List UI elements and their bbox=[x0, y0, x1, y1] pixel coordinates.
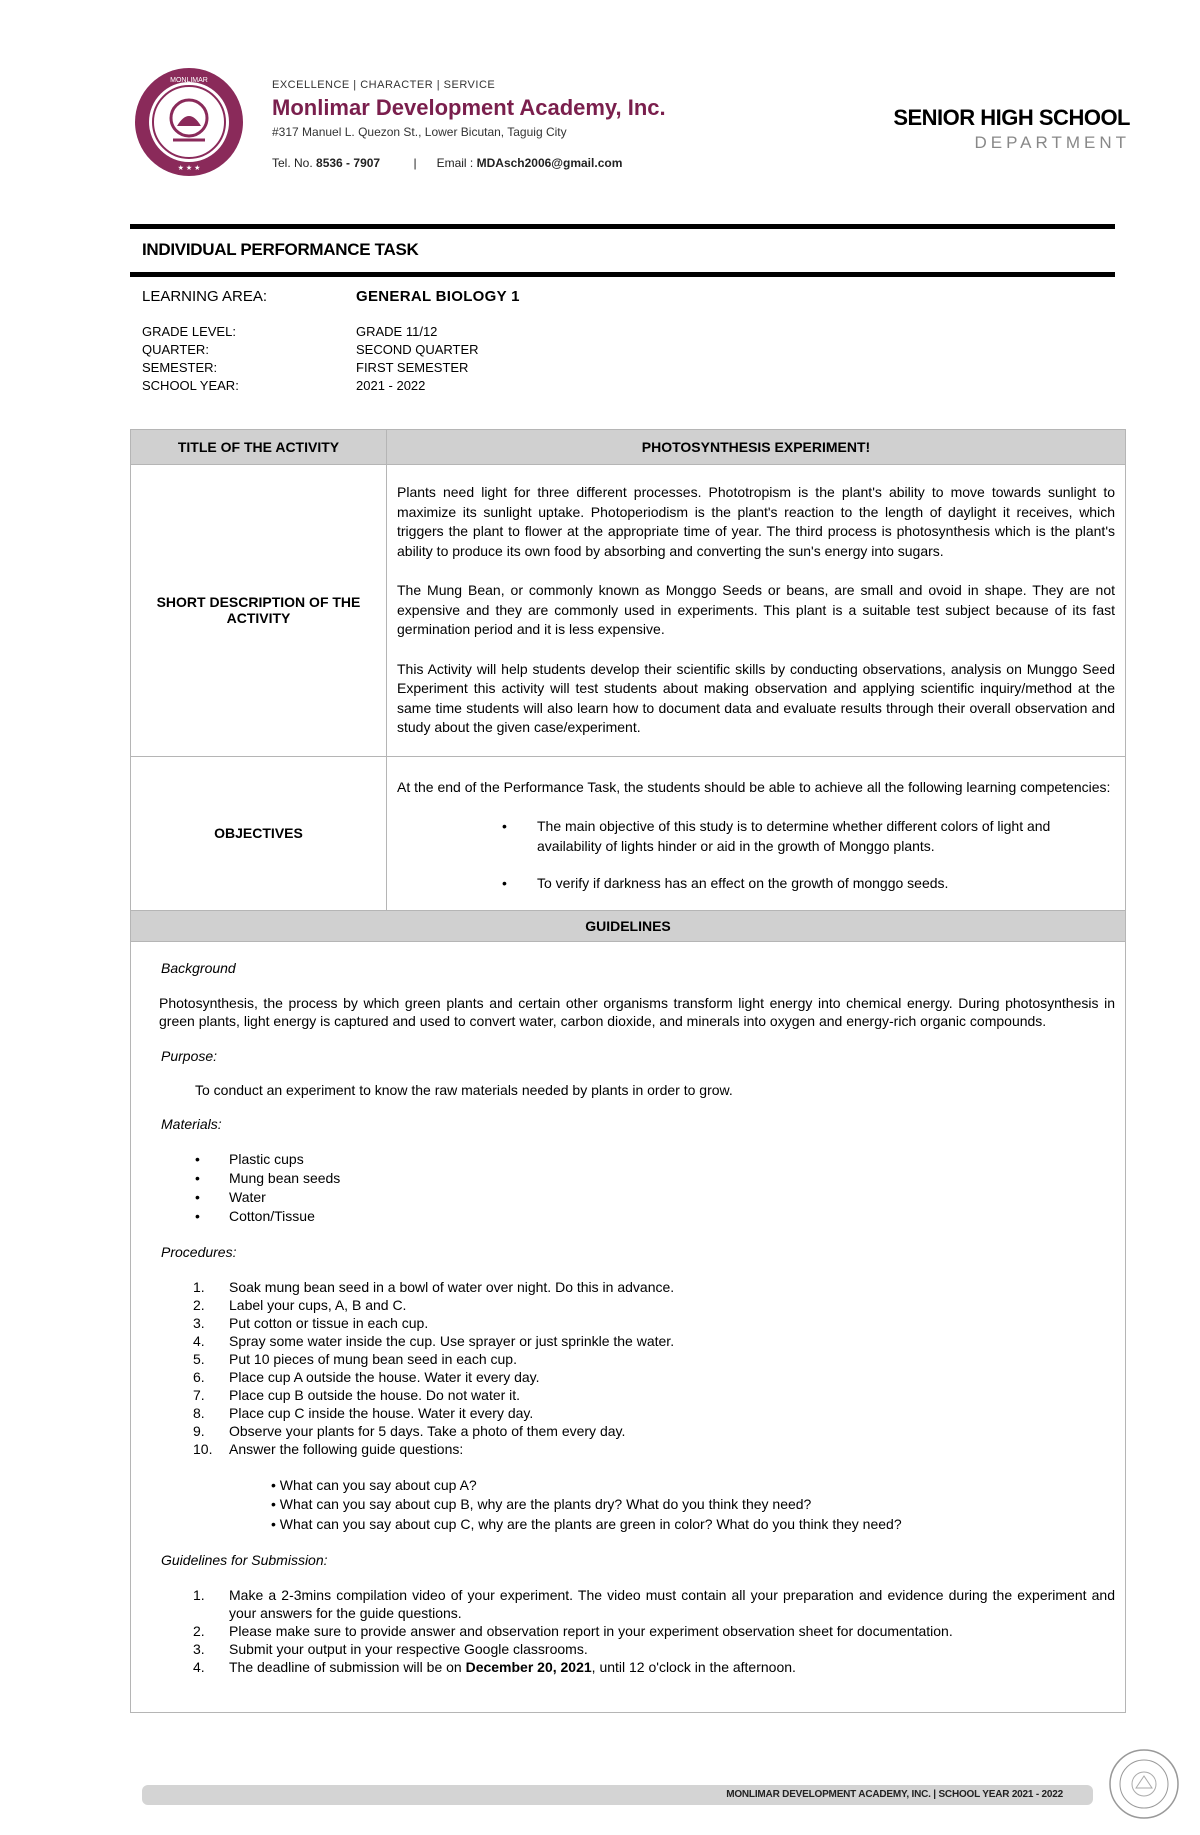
objectives-label: OBJECTIVES bbox=[131, 757, 387, 910]
school-name: Monlimar Development Academy, Inc. bbox=[272, 95, 666, 120]
footer-text: MONLIMAR DEVELOPMENT ACADEMY, INC. | SCHOOL YEAR 2021 - 2022 bbox=[726, 1789, 1063, 1800]
procedure-item: 1. Soak mung bean seed in a bowl of water over night. Do this in advance. bbox=[193, 1278, 675, 1295]
submission-item: 2. Please make sure to provide answer and observation report in your experiment observation sheet for documentation. bbox=[193, 1623, 953, 1639]
svg-text:★ ★ ★: ★ ★ ★ bbox=[177, 165, 201, 172]
guide-question: • What can you say about cup C, why are the plants are green in color? What do you think they need? bbox=[271, 1515, 1115, 1535]
tel-label: Tel. No. bbox=[272, 156, 313, 170]
procedure-item: 4. Spray some water inside the cup. Use sprayer or just sprinkle the water. bbox=[193, 1332, 675, 1349]
title-label: TITLE OF THE ACTIVITY bbox=[131, 430, 387, 464]
procedure-item: 9. Observe your plants for 5 days. Take a photo of them every day. bbox=[193, 1422, 626, 1439]
svg-text:MONLIMAR: MONLIMAR bbox=[170, 77, 208, 84]
title-row bbox=[131, 430, 1125, 465]
procedures-list bbox=[159, 1278, 1115, 1458]
procedure-item: 3. Put cotton or tissue in each cup. bbox=[193, 1314, 429, 1331]
objective-item: • To verify if darkness has an effect on the growth of monggo seeds. bbox=[537, 874, 1115, 894]
material-item: • Plastic cups bbox=[159, 1150, 1115, 1169]
description-paragraph: The Mung Bean, or commonly known as Monggo Seeds or beans, are small and ovoid in shape. They are not expensive and they are commonly used in experiments. This plant is a suitable test subject because of its fast germination period and it is less expensive. bbox=[397, 582, 1115, 637]
material-item: • Mung bean seeds bbox=[159, 1169, 1115, 1188]
submission-list bbox=[159, 1586, 1115, 1676]
description-label: SHORT DESCRIPTION OF THE ACTIVITY bbox=[131, 465, 387, 756]
school-seal-logo bbox=[133, 66, 245, 178]
objectives-row bbox=[131, 757, 1125, 911]
footer-bar bbox=[142, 1785, 1093, 1805]
submission-label: Guidelines for Submission: bbox=[161, 1552, 328, 1568]
procedure-item: 2. Label your cups, A, B and C. bbox=[193, 1296, 407, 1313]
office-stamp-icon bbox=[1108, 1748, 1180, 1820]
grade-value: GRADE 11/12 bbox=[356, 324, 438, 339]
guide-question: • What can you say about cup B, why are the plants dry? What do you think they need? bbox=[271, 1495, 1115, 1515]
materials-list bbox=[159, 1150, 1115, 1226]
department-sub: DEPARTMENT bbox=[974, 133, 1130, 152]
description-paragraph: This Activity will help students develop their scientific skills by conducting observations, analysis on Munggo Seed Experiment this activity will test students about making observation and applying scientific inquiry/method at the same time students will also learn how to document data and evaluate results through their overall observation and study about the given case/experiment. bbox=[397, 660, 1115, 735]
procedure-item: 10. Answer the following guide questions: bbox=[193, 1440, 464, 1457]
objectives-body bbox=[387, 757, 1125, 910]
department-main: SENIOR HIGH SCHOOL bbox=[893, 105, 1130, 130]
quarter-label: QUARTER: bbox=[142, 342, 209, 357]
description-row bbox=[131, 465, 1125, 757]
procedure-item: 5. Put 10 pieces of mung bean seed in each cup. bbox=[193, 1350, 517, 1367]
guidelines-body bbox=[131, 942, 1125, 1713]
procedure-item: 8. Place cup C inside the house. Water it every day. bbox=[193, 1404, 534, 1421]
title-rule bbox=[130, 272, 1115, 277]
submission-item: 1. Make a 2-3mins compilation video of your experiment. The video must contain all your preparation and evidence during the experiment and your answers for the guide questions. bbox=[193, 1587, 1115, 1621]
school-contact bbox=[272, 156, 622, 170]
procedure-item: 7. Place cup B outside the house. Do not water it. bbox=[193, 1386, 521, 1403]
department-label bbox=[893, 105, 1130, 153]
school-year-value: 2021 - 2022 bbox=[356, 378, 426, 393]
activity-sheet bbox=[130, 429, 1126, 1713]
email-address: MDAsch2006@gmail.com bbox=[476, 156, 623, 170]
objectives-list bbox=[397, 817, 1115, 894]
learning-area-label: LEARNING AREA: bbox=[142, 288, 268, 305]
submission-item: 4. The deadline of submission will be on December 20, 2021, until 12 o'clock in the afternoon. bbox=[193, 1659, 796, 1675]
school-tagline: EXCELLENCE | CHARACTER | SERVICE bbox=[272, 79, 496, 91]
description-body bbox=[387, 465, 1125, 756]
procedure-item: 6. Place cup A outside the house. Water it every day. bbox=[193, 1368, 540, 1385]
grade-label: GRADE LEVEL: bbox=[142, 324, 236, 339]
background-text: Photosynthesis, the process by which green plants and certain other organisms transform light energy into chemical energy. During photosynthesis in green plants, light energy is captured and used to convert water, carbon dioxide, and minerals into oxygen and energy-rich organic compounds. bbox=[159, 994, 1115, 1029]
tel-number: 8536 - 7907 bbox=[316, 156, 381, 170]
objectives-intro: At the end of the Performance Task, the students should be able to achieve all the following learning competencies: bbox=[397, 778, 1111, 795]
guide-question: • What can you say about cup A? bbox=[271, 1476, 1115, 1496]
purpose-label: Purpose: bbox=[161, 1047, 218, 1064]
guidelines-heading: GUIDELINES bbox=[131, 911, 1125, 942]
semester-label: SEMESTER: bbox=[142, 360, 218, 375]
material-item: • Cotton/Tissue bbox=[159, 1207, 1115, 1226]
semester-value: FIRST SEMESTER bbox=[356, 360, 469, 375]
submission-item: 3. Submit your output in your respective Google classrooms. bbox=[193, 1641, 588, 1657]
school-year-label: SCHOOL YEAR: bbox=[142, 378, 239, 393]
material-item: • Water bbox=[159, 1188, 1115, 1207]
task-title: INDIVIDUAL PERFORMANCE TASK bbox=[142, 240, 419, 259]
purpose-text: To conduct an experiment to know the raw materials needed by plants in order to grow. bbox=[195, 1081, 733, 1098]
school-address: #317 Manuel L. Quezon St., Lower Bicutan, Taguig City bbox=[272, 125, 567, 139]
deadline-date: December 20, 2021 bbox=[465, 1659, 592, 1675]
guide-questions bbox=[159, 1476, 1115, 1535]
top-rule bbox=[130, 224, 1115, 229]
quarter-value: SECOND QUARTER bbox=[356, 342, 479, 357]
email-label: Email : bbox=[436, 156, 474, 170]
learning-area-value: GENERAL BIOLOGY 1 bbox=[356, 288, 520, 305]
description-paragraph: Plants need light for three different processes. Phototropism is the plant's ability to move towards sunlight to maximize its sunlight uptake. Photoperiodism is the plant's reaction to the length of daylight it receives, which triggers the plant to flower at the appropriate time of year. The third process is photosynthesis which is the plant's ability to produce its own food by absorbing and converting the sun's energy into sugars. bbox=[397, 484, 1115, 559]
contact-separator: | bbox=[413, 156, 417, 170]
title-value: PHOTOSYNTHESIS EXPERIMENT! bbox=[641, 439, 871, 455]
procedures-label: Procedures: bbox=[161, 1243, 237, 1260]
materials-label: Materials: bbox=[161, 1115, 222, 1132]
objective-item: • The main objective of this study is to determine whether different colors of light and availability of lights hinder or aid in the growth of Monggo plants. bbox=[537, 817, 1115, 856]
background-label: Background bbox=[161, 959, 236, 976]
